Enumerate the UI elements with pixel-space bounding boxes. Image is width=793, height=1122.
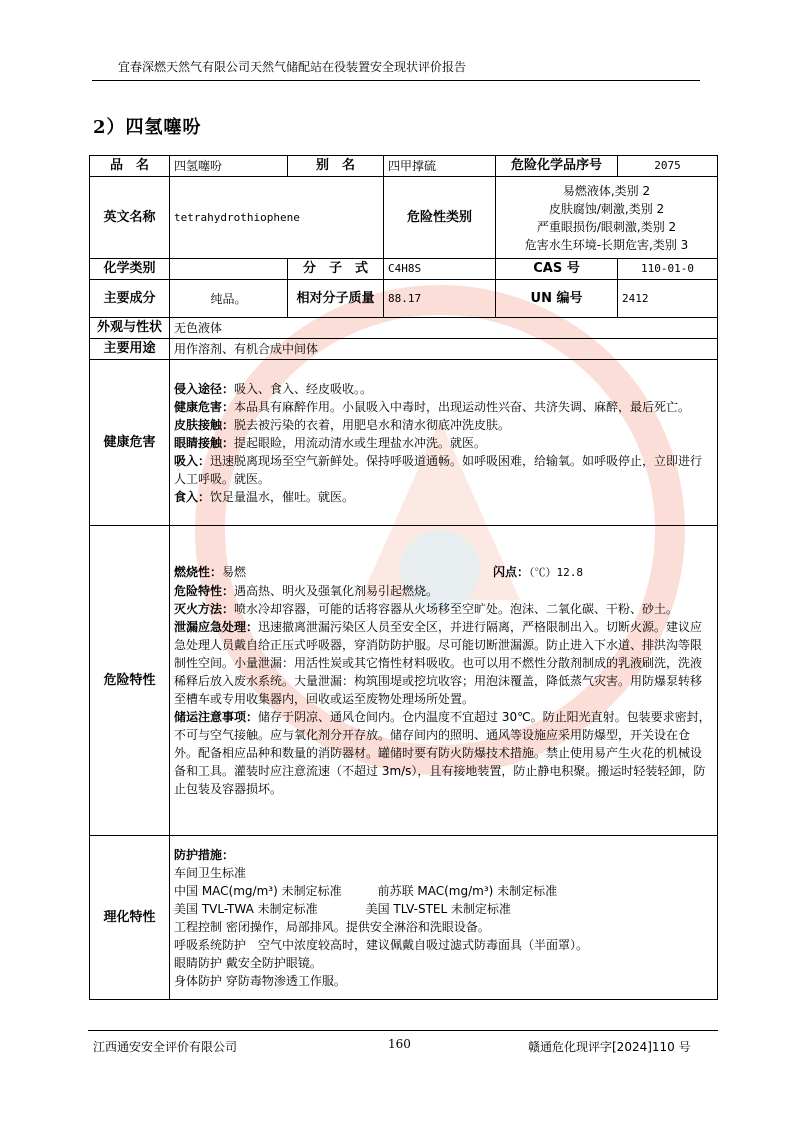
physchem-details: [170, 836, 718, 1000]
value-cas: 110-01-0: [618, 259, 718, 280]
protect-line: 眼睛防护 戴安全防护眼镜。: [174, 955, 322, 970]
eye-key: 眼睛接触：: [174, 435, 235, 450]
skin-key: 皮肤接触：: [174, 417, 235, 432]
risk-value: 遇高热、明火及强氧化剂易引起燃烧。: [234, 584, 439, 598]
label-physchem: 理化特性: [90, 836, 170, 1000]
label-composition: 主要成分: [90, 280, 170, 318]
ingest-value: 饮足量温水，催吐。就医。: [210, 489, 355, 504]
footer-rule: [88, 1030, 718, 1031]
page-number: 160: [388, 1037, 411, 1051]
protect-line: 工程控制 密闭操作，局部排风。提供安全淋浴和洗眼设备。: [174, 919, 490, 934]
table-row: [90, 360, 718, 526]
hazard-key: 健康危害：: [174, 399, 235, 414]
value-appearance: 无色液体: [170, 318, 718, 339]
risk-key: 危险特性：: [174, 584, 235, 598]
fire-key: 灭火方法：: [174, 602, 235, 616]
label-hazchem-no: 危险化学品序号: [496, 156, 618, 177]
danger-property-details: [170, 526, 718, 836]
protect-key: 防护措施：: [174, 847, 235, 862]
route-key: 侵入途径：: [174, 381, 235, 396]
protect-line: 呼吸系统防护 空气中浓度较高时，建议佩戴自吸过滤式防毒面具（半面罩）。: [174, 937, 589, 952]
leak-value: 迅速撤离泄漏污染区人员至安全区，并进行隔离，严格限制出入。切断火源。建议应急处理人员戴自给正压式呼吸器，穿消防防护服。尽可能切断泄漏源。防止进入下水道、排洪沟等限制性空间。小量泄漏：用活性炭或其它惰性材料吸收。也可以用不燃性分散剂制成的乳液刷洗，洗液稀释后放入废水系统。大量泄漏：构筑围堤或挖坑收容；用泡沫覆盖，降低蒸气灾害。用防爆泵转移至槽车或专用收集器内，回收或运至废物处理场所处置。: [174, 620, 703, 706]
table-row: [90, 259, 718, 280]
label-main-use: 主要用途: [90, 339, 170, 360]
flash-key: 闪点：: [492, 565, 529, 579]
flash-value: （℃）12.8: [529, 566, 583, 579]
hazard-class-item: 危害水生环境-长期危害,类别 3: [524, 237, 689, 252]
section-title: 2）四氢噻吩: [93, 117, 202, 138]
value-product-name: 四氢噻吩: [170, 156, 288, 177]
header-rule: [92, 80, 700, 81]
value-un-number: 2412: [618, 280, 718, 318]
footer-company: 江西通安安全评价有限公司: [93, 1040, 238, 1054]
label-english-name: 英文名称: [90, 177, 170, 259]
value-alias: 四甲撑硫: [384, 156, 496, 177]
skin-value: 脱去被污染的衣着，用肥皂水和清水彻底冲洗皮肤。: [234, 417, 511, 432]
table-row: [90, 177, 718, 259]
footer-report-no: 赣通危化现评字[2024]110 号: [528, 1040, 691, 1054]
protect-line: 中国 MAC(mg/m³) 未制定标准 前苏联 MAC(mg/m³) 未制定标准: [174, 883, 558, 898]
burn-value: 易燃: [222, 565, 247, 579]
hazard-class-item: 严重眼损伤/眼刺激,类别 2: [536, 219, 677, 234]
table-row: [90, 836, 718, 1000]
value-english-name: tetrahydrothiophene: [170, 177, 384, 259]
fire-value: 喷水冷却容器，可能的话将容器从火场移至空旷处。泡沫、二氧化碳、干粉、砂土。: [234, 602, 679, 616]
label-cas: CAS 号: [496, 259, 618, 280]
protect-line: 身体防护 穿防毒物渗透工作服。: [174, 973, 346, 988]
label-un-number: UN 编号: [496, 280, 618, 318]
inhale-key: 吸入：: [174, 453, 211, 468]
value-hazard-class: [496, 177, 718, 259]
label-formula: 分 子 式: [288, 259, 384, 280]
hazard-class-item: 皮肤腐蚀/刺激,类别 2: [548, 201, 665, 216]
label-molecular-weight: 相对分子质量: [288, 280, 384, 318]
store-key: 储运注意事项：: [174, 710, 259, 724]
report-header-title: 宜春深燃天然气有限公司天然气储配站在役装置安全现状评价报告: [118, 60, 467, 74]
value-hazchem-no: 2075: [618, 156, 718, 177]
table-row: [90, 318, 718, 339]
leak-key: 泄漏应急处理：: [174, 620, 259, 634]
label-product-name: 品 名: [90, 156, 170, 177]
hazard-class-item: 易燃液体,类别 2: [562, 183, 651, 198]
value-chemical-class: [170, 259, 288, 280]
protect-line: 美国 TVL-TWA 未制定标准 美国 TLV-STEL 未制定标准: [174, 901, 511, 916]
label-health-hazard: 健康危害: [90, 360, 170, 526]
label-alias: 别 名: [288, 156, 384, 177]
table-row: [90, 280, 718, 318]
label-chemical-class: 化学类别: [90, 259, 170, 280]
value-molecular-weight: 88.17: [384, 280, 496, 318]
burn-key: 燃烧性：: [174, 565, 223, 579]
label-danger-property: 危险特性: [90, 526, 170, 836]
table-row: [90, 339, 718, 360]
inhale-value: 迅速脱离现场至空气新鲜处。保持呼吸道通畅。如呼吸困难，给输氧。如呼吸停止，立即进行人工呼吸。就医。: [174, 453, 703, 486]
route-value: 吸入、食入、经皮吸收。。: [234, 381, 373, 396]
store-value: 储存于阴凉、通风仓间内。仓内温度不宜超过 30℃。防止阳光直射。包装要求密封，不可与空气接触。应与氧化剂分开存放。储存间内的照明、通风等设施应采用防爆型，开关设在仓外。配备相应品种和数量的消防器材。罐储时要有防火防爆技术措施。禁止使用易产生火花的机械设备和工具。灌装时应注意流速（不超过 3m/s），且有接地装置，防止静电积聚。搬运时轻装轻卸，防止包装及容器损坏。: [174, 710, 711, 796]
msds-table: [89, 155, 718, 1000]
label-hazard-class: 危险性类别: [384, 177, 496, 259]
protect-line: 车间卫生标准: [174, 865, 247, 880]
ingest-key: 食入：: [174, 489, 211, 504]
table-row: [90, 156, 718, 177]
health-hazard-details: [170, 360, 718, 526]
value-main-use: 用作溶剂、有机合成中间体: [170, 339, 718, 360]
label-appearance: 外观与性状: [90, 318, 170, 339]
value-composition: 纯品。: [170, 280, 288, 318]
hazard-value: 本品具有麻醉作用。小鼠吸入中毒时，出现运动性兴奋、共济失调、麻醉，最后死亡。: [234, 399, 691, 414]
table-row: [90, 526, 718, 836]
eye-value: 提起眼睑，用流动清水或生理盐水冲洗。就医。: [234, 435, 487, 450]
value-formula: C4H8S: [384, 259, 496, 280]
